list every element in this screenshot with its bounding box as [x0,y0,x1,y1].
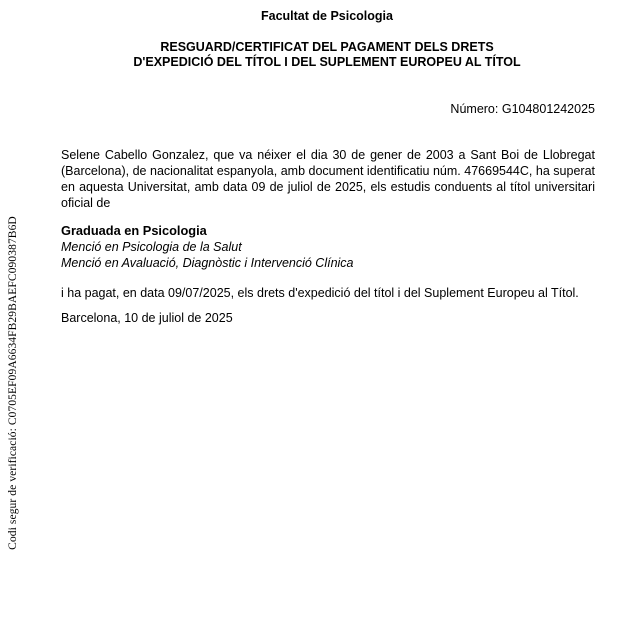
degree-mention-1: Menció en Psicologia de la Salut [61,240,242,254]
degree-title: Graduada en Psicologia [61,223,207,238]
degree-mention-2: Menció en Avaluació, Diagnòstic i Intervenció Clínica [61,256,354,270]
faculty-name: Facultat de Psicologia [261,9,393,23]
place-and-date: Barcelona, 10 de juliol de 2025 [61,311,233,325]
document-title [0,40,640,70]
document-number-value: G104801242025 [501,102,595,116]
document-title-line-1: RESGUARD/CERTIFICAT DEL PAGAMENT DELS DRETS [160,40,494,54]
document-number-label: Número: [450,102,499,116]
intro-paragraph: Selene Cabello Gonzalez, que va néixer el dia 30 de gener de 2003 a Sant Boi de Llobregat (Barcelona), de nacionalitat espanyola, amb document identificatiu núm. 47669544C, ha superat en aquesta Universitat, amb data 09 de juliol de 2025, els estudis conduents al títol universitari oficial de [61,148,595,210]
document-title-line-2: D'EXPEDICIÓ DEL TÍTOL I DEL SUPLEMENT EUROPEU AL TÍTOL [133,55,521,69]
degree-block [61,223,354,271]
document-number [450,102,595,116]
payment-statement: i ha pagat, en data 09/07/2025, els drets d'expedició del títol i del Suplement Europeu al Títol. [61,286,579,300]
verification-code: Codi segur de verificació: C0705EF09A6634FB29BAEFC090387B6D [7,216,19,550]
